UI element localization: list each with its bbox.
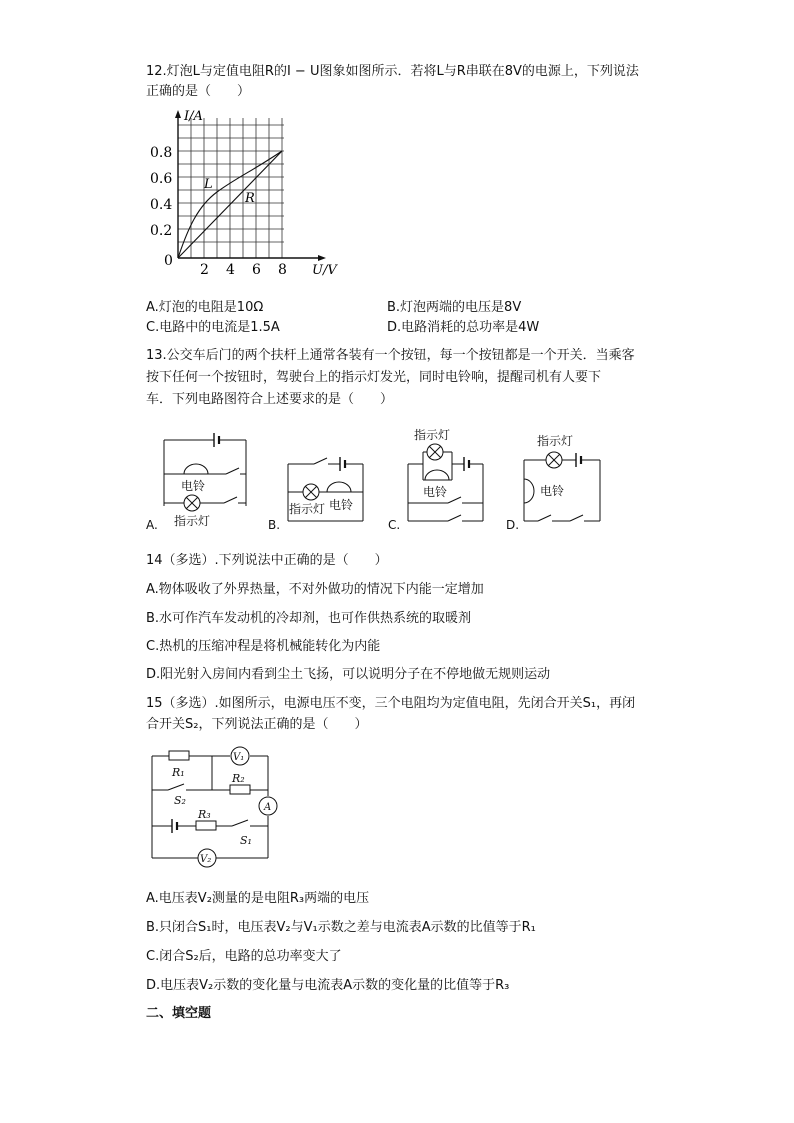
q14-option-c: C.热机的压缩冲程是将机械能转化为内能 <box>146 639 381 654</box>
y-tick-0-4: 0.4 <box>150 197 173 213</box>
circuit-b-lamp-label: 指示灯 <box>289 502 326 516</box>
q15-r3-label: R₃ <box>198 808 211 821</box>
q15-option-d: D.电压表V₂示数的变化量与电流表A示数的变化量的比值等于R₃ <box>146 978 510 993</box>
q15-stem-line2: 合开关S₂，下列说法正确的是（ ） <box>146 717 368 732</box>
y-tick-0-6: 0.6 <box>150 171 173 187</box>
q12-stem-line1: 12.灯泡L与定值电阻R的I − U图象如图所示．若将L与R串联在8V的电源上，下列说法 <box>146 64 639 79</box>
x-tick-2: 2 <box>200 262 209 278</box>
y-axis-label: I/A <box>184 109 203 124</box>
q13-stem-line2: 按下任何一个按钮时，驾驶台上的指示灯发光，同时电铃响，提醒司机有人要下 <box>146 370 602 385</box>
q12-option-d: D.电路消耗的总功率是4W <box>387 320 540 335</box>
x-tick-4: 4 <box>226 262 235 278</box>
circuit-a-bell-label: 电铃 <box>181 479 206 493</box>
q15-circuit-diagram <box>146 744 282 872</box>
q15-v1-label: V₁ <box>233 752 245 763</box>
q14-option-d: D.阳光射入房间内看到尘土飞扬，可以说明分子在不停地做无规则运动 <box>146 667 551 682</box>
q15-s2-label: S₂ <box>174 794 186 807</box>
section-heading-fill-in: 二、填空题 <box>146 1006 212 1021</box>
q15-s1-label: S₁ <box>240 834 252 847</box>
q15-option-b: B.只闭合S₁时，电压表V₂与V₁示数之差与电流表A示数的比值等于R₁ <box>146 920 536 935</box>
circuit-b-letter: B. <box>268 518 281 532</box>
circuit-a <box>164 433 246 511</box>
circuit-d-letter: D. <box>506 518 520 532</box>
y-axis-arrow <box>175 110 181 118</box>
circuit-c-lamp-label: 指示灯 <box>414 428 451 442</box>
q13-stem-line1: 13.公交车后门的两个扶杆上通常各装有一个按钮，每一个按钮都是一个开关．当乘客 <box>146 348 635 363</box>
circuit-c <box>408 444 483 521</box>
circuit-d-bell-label: 电铃 <box>540 484 565 498</box>
q13-stem-line3: 车．下列电路图符合上述要求的是（ ） <box>146 392 394 407</box>
y-tick-0-2: 0.2 <box>150 223 173 239</box>
circuit-c-letter: C. <box>388 518 401 532</box>
q13-circuit-diagrams <box>146 428 616 534</box>
circuit-c-bell-label: 电铃 <box>423 485 448 499</box>
q12-iu-graph <box>146 108 346 278</box>
q15-option-a: A.电压表V₂测量的是电阻R₃两端的电压 <box>146 891 370 906</box>
x-tick-6: 6 <box>252 262 261 278</box>
origin-label: 0 <box>164 253 173 269</box>
q12-option-a: A.灯泡的电阻是10Ω <box>146 300 264 315</box>
q15-ammeter-label: A <box>264 802 272 813</box>
circuit-a-lamp-label: 指示灯 <box>174 514 211 528</box>
q14-stem: 14（多选）.下列说法中正确的是（ ） <box>146 553 388 568</box>
circuit-d-lamp-label: 指示灯 <box>537 434 574 448</box>
circuit-a-letter: A. <box>146 518 158 532</box>
q12-stem-line2: 正确的是（ ） <box>146 84 251 99</box>
q15-r1-label: R₁ <box>172 766 185 779</box>
q15-r2-label: R₂ <box>232 772 245 785</box>
x-tick-8: 8 <box>278 262 287 278</box>
circuit-b-bell-label: 电铃 <box>329 498 354 512</box>
y-tick-0-8: 0.8 <box>150 145 173 161</box>
curve-l-label: L <box>204 177 213 192</box>
q15-option-c: C.闭合S₂后，电路的总功率变大了 <box>146 949 342 964</box>
x-axis-label: U/V <box>312 263 337 278</box>
line-r-label: R <box>245 191 255 206</box>
q12-option-b: B.灯泡两端的电压是8V <box>387 300 522 315</box>
q15-stem-line1: 15（多选）.如图所示，电源电压不变，三个电阻均为定值电阻，先闭合开关S₁，再闭 <box>146 696 636 711</box>
q15-v2-label: V₂ <box>200 854 212 865</box>
x-axis-arrow <box>318 255 326 261</box>
q14-option-b: B.水可作汽车发动机的冷却剂，也可作供热系统的取暖剂 <box>146 611 472 626</box>
q14-option-a: A.物体吸收了外界热量，不对外做功的情况下内能一定增加 <box>146 582 484 597</box>
graph-grid <box>178 118 284 258</box>
q12-option-c: C.电路中的电流是1.5A <box>146 320 280 335</box>
